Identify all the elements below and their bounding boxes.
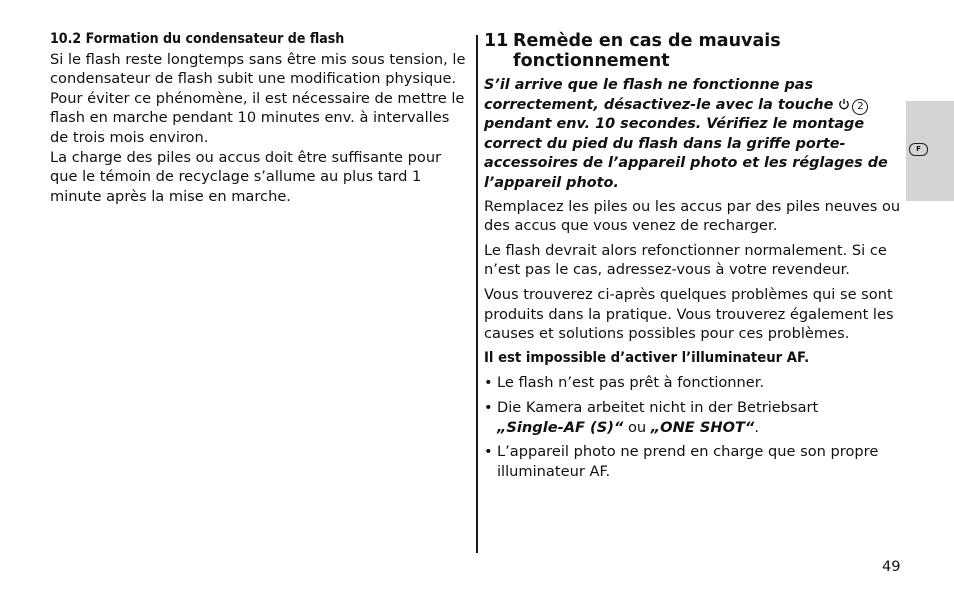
bullet-marker: • — [484, 398, 493, 416]
intro-text-1: S’il arrive que le flash ne fonctionne pas correctement, désactivez-le avec la touche — [484, 77, 834, 113]
section-number: 11 — [484, 31, 509, 51]
mode-single-af: „Single-AF (S)“ — [497, 418, 624, 436]
intro-text-2: pendant env. 10 secondes. Vérifiez le montage correct du pied du flash dans la griffe porte-accessoires de l’appareil photo et les réglages de l’appareil photo. — [484, 116, 888, 191]
left-paragraph-1: Si le flash reste longtemps sans être mis sous tension, le condensateur de flash subit une modification physique. Pour éviter ce phénomène, il est nécessaire de mettre le flash en marche pendant 10 minutes env. à intervalles de trois mois environ. — [50, 50, 466, 146]
bullet-list — [484, 373, 902, 481]
section-heading-11 — [484, 31, 902, 71]
bullet-item-3 — [484, 442, 902, 481]
issue-heading: Il est impossible d’activer l’illuminateur AF. — [484, 349, 810, 366]
circled-two-icon: 2 — [852, 99, 868, 115]
bullet-item-1 — [484, 373, 902, 393]
bullet-marker: • — [484, 374, 493, 392]
left-paragraph-2: La charge des piles ou accus doit être suffisante pour que le témoin de recyclage s’allume au plus tard 1 minute après la mise en marche. — [50, 148, 442, 205]
right-paragraph-2: Le flash devrait alors refonctionner normalement. Si ce n’est pas le cas, adressez-vous à votre revendeur. — [484, 241, 887, 279]
language-badge: F — [909, 143, 928, 156]
right-paragraph-3: Vous trouverez ci-après quelques problèmes qui se sont produits dans la pratique. Vous trouverez également les causes et solutions possibles pour ces problèmes. — [484, 285, 894, 343]
intro-paragraph — [484, 76, 902, 194]
bullet-marker: • — [484, 443, 493, 461]
column-divider — [476, 35, 478, 553]
section-title: Remède en cas de mauvais fonctionnement — [513, 31, 781, 71]
right-column — [484, 31, 902, 486]
right-paragraph-1: Remplacez les piles ou les accus par des piles neuves ou des accus que vous venez de recharger. — [484, 197, 901, 235]
bullet-item-2 — [484, 398, 902, 437]
page-number: 49 — [882, 558, 901, 575]
left-column — [50, 30, 468, 206]
bullet-text: Die Kamera arbeitet nicht in der Betriebsart — [497, 398, 819, 416]
bullet-or: ou — [627, 418, 647, 436]
bullet-end: . — [754, 418, 759, 436]
bullet-text: L’appareil photo ne prend en charge que son propre illuminateur AF. — [497, 443, 879, 480]
power-icon — [838, 98, 850, 110]
mode-one-shot: „ONE SHOT“ — [650, 418, 755, 436]
bullet-text: Le flash n’est pas prêt à fonctionner. — [497, 374, 765, 392]
section-heading-10-2: 10.2 Formation du condensateur de flash — [50, 31, 345, 47]
